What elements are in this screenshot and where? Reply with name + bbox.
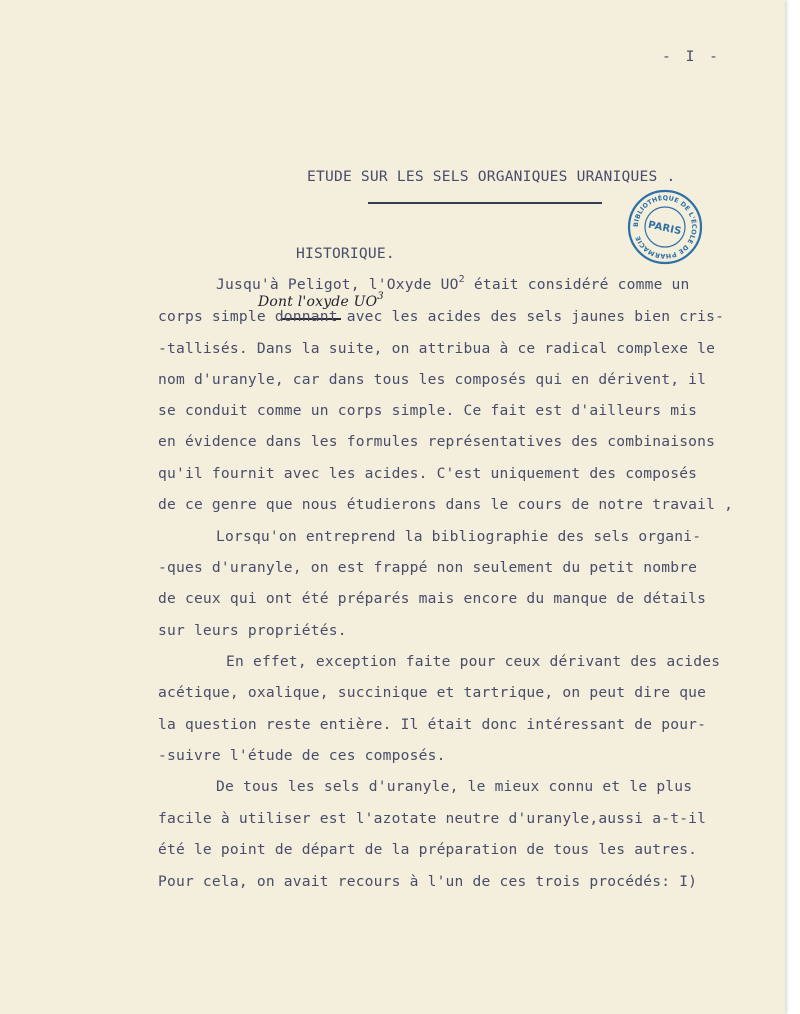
text-line: acétique, oxalique, succinique et tartrique, on peut dire que — [158, 684, 707, 701]
stamp-ring-text: BIBLIOTHÈQUE DE L'ÉCOLE DE PHARMACIE — [631, 193, 699, 261]
text-line: Lorsqu'on entreprend la bibliographie des sels organi- — [216, 528, 702, 545]
text-line: -tallisés. Dans la suite, on attribua à ce radical complexe le — [158, 340, 716, 357]
text-line: facile à utiliser est l'azotate neutre d'uranyle,aussi a-t-il — [158, 810, 707, 827]
text-line: de ce genre que nous étudierons dans le cours de notre travail , — [158, 496, 734, 513]
text-line: corps simple donnant avec les acides des sels jaunes bien cris- — [158, 308, 725, 325]
stamp-center-text: PARIS — [647, 219, 683, 238]
section-heading: HISTORIQUE. — [296, 245, 395, 262]
text-line: sur leurs propriétés. — [158, 622, 347, 639]
text-line: En effet, exception faite pour ceux dérivant des acides — [226, 653, 721, 670]
text-line: la question reste entière. Il était donc intéressant de pour- — [158, 716, 707, 733]
text-line: se conduit comme un corps simple. Ce fait est d'ailleurs mis — [158, 402, 698, 419]
text-line: Pour cela, on avait recours à l'un de ces trois procédés: I) — [158, 873, 698, 890]
text-line: Jusqu'à Peligot, l'Oxyde $UO^2$ était considéré comme un — [216, 274, 690, 293]
text-line: de ceux qui ont été préparés mais encore du manque de détails — [158, 590, 707, 607]
text-line: -ques d'uranyle, on est frappé non seulement du petit nombre — [158, 559, 698, 576]
document-title: ETUDE SUR LES SELS ORGANIQUES URANIQUES . — [307, 168, 676, 185]
page-number: - I - — [662, 48, 721, 65]
text-line: en évidence dans les formules représentatives des combinaisons — [158, 433, 716, 450]
text-line: nom d'uranyle, car dans tous les composés qui en dérivent, il — [158, 371, 707, 388]
handwritten-annotation: Dont l'oxyde $UO^3$ — [258, 291, 384, 310]
text-line: qu'il fournit avec les acides. C'est uniquement des composés — [158, 465, 698, 482]
text-line: -suivre l'étude de ces composés. — [158, 747, 446, 764]
library-stamp — [627, 189, 703, 265]
title-underline — [368, 202, 602, 204]
text-line: De tous les sels d'uranyle, le mieux connu et le plus — [216, 778, 693, 795]
text-line: été le point de départ de la préparation de tous les autres. — [158, 841, 698, 858]
